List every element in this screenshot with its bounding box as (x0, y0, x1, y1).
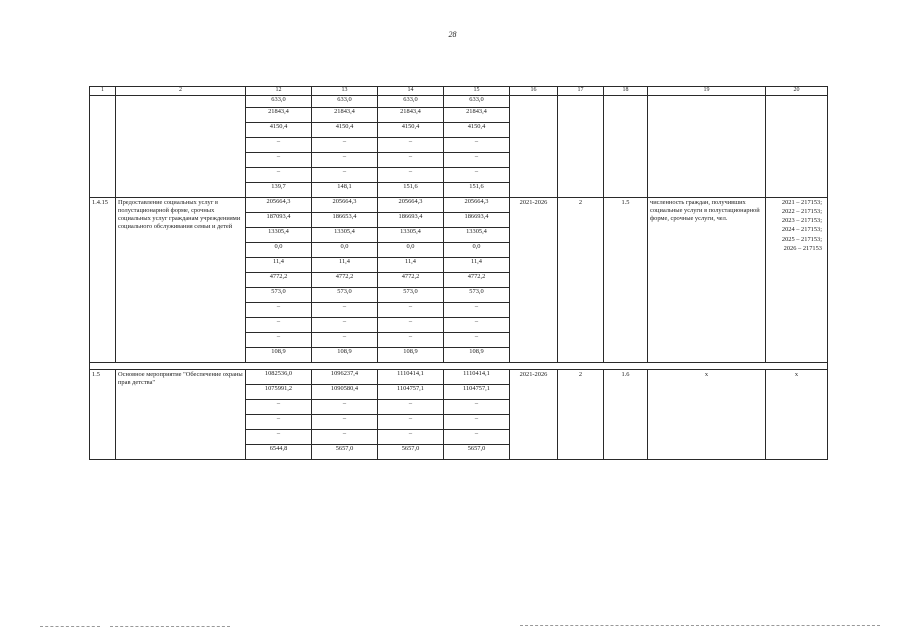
value-cell: – (246, 137, 312, 152)
value-cell: 11,4 (444, 257, 510, 272)
indicator-cell: численность граждан, получивших социальные услуги в полустационарной форме, срочные услуги, чел. (648, 197, 766, 362)
value-cell: 573,0 (378, 287, 444, 302)
value-cell: 573,0 (312, 287, 378, 302)
value-cell: – (444, 429, 510, 444)
value-cell: – (378, 332, 444, 347)
value-cell: 11,4 (246, 257, 312, 272)
empty-cell (648, 95, 766, 197)
table-row (90, 369, 828, 384)
value-cell: 205664,3 (444, 197, 510, 212)
scan-artifact-line (520, 625, 880, 626)
value-cell: – (444, 302, 510, 317)
period-cell: 2021-2026 (510, 369, 558, 459)
empty-cell (604, 95, 648, 197)
value-cell: 573,0 (444, 287, 510, 302)
value-cell: 1110414,1 (444, 369, 510, 384)
value-cell: 1090580,4 (312, 384, 378, 399)
value-cell: 13305,4 (444, 227, 510, 242)
name-cell: Предоставление социальных услуг в полустационарной форме, срочных социальных услуг гражданам учреждениями социального обслуживания семьи и детей (116, 197, 246, 362)
value-cell: – (378, 429, 444, 444)
column-header: 14 (378, 87, 444, 96)
column-header: 19 (648, 87, 766, 96)
value-cell: – (246, 429, 312, 444)
col17-cell: 2 (558, 369, 604, 459)
value-cell: 633,0 (312, 95, 378, 107)
column-header: 12 (246, 87, 312, 96)
value-cell: 11,4 (312, 257, 378, 272)
value-cell: – (444, 414, 510, 429)
value-cell: – (378, 152, 444, 167)
value-cell: 0,0 (312, 242, 378, 257)
value-cell: – (312, 414, 378, 429)
value-cell: – (312, 317, 378, 332)
col18-cell: 1.6 (604, 369, 648, 459)
value-cell: 5657,0 (378, 444, 444, 459)
column-header: 2 (116, 87, 246, 96)
period-cell: 2021-2026 (510, 197, 558, 362)
column-header: 17 (558, 87, 604, 96)
column-header: 13 (312, 87, 378, 96)
value-cell: – (312, 137, 378, 152)
value-cell: 573,0 (246, 287, 312, 302)
scan-artifact-line (40, 626, 100, 627)
value-cell: – (312, 429, 378, 444)
value-cell: – (444, 137, 510, 152)
column-header: 15 (444, 87, 510, 96)
value-cell: 5657,0 (444, 444, 510, 459)
value-cell: – (246, 167, 312, 182)
scan-artifact-line (110, 626, 230, 627)
value-cell: 13305,4 (378, 227, 444, 242)
value-cell: – (312, 167, 378, 182)
code-cell: 1.5 (90, 369, 116, 459)
value-cell: 633,0 (246, 95, 312, 107)
empty-cell (766, 95, 828, 197)
program-measures-table (89, 86, 828, 460)
value-cell: 0,0 (378, 242, 444, 257)
col17-cell: 2 (558, 197, 604, 362)
value-cell: – (444, 167, 510, 182)
value-cell: 21843,4 (378, 107, 444, 122)
value-cell: 1104757,1 (444, 384, 510, 399)
value-cell: 4150,4 (246, 122, 312, 137)
value-cell: 633,0 (378, 95, 444, 107)
value-cell: 1075991,2 (246, 384, 312, 399)
value-cell: 186693,4 (444, 212, 510, 227)
value-cell: 186653,4 (312, 212, 378, 227)
value-cell: 21843,4 (444, 107, 510, 122)
value-cell: 139,7 (246, 182, 312, 197)
value-cell: – (246, 332, 312, 347)
yearly-values-cell: х (766, 369, 828, 459)
value-cell: – (246, 302, 312, 317)
value-cell: – (312, 152, 378, 167)
value-cell: – (312, 302, 378, 317)
value-cell: – (444, 152, 510, 167)
value-cell: – (246, 414, 312, 429)
value-cell: – (378, 137, 444, 152)
value-cell: 205664,3 (246, 197, 312, 212)
value-cell: 1110414,1 (378, 369, 444, 384)
value-cell: – (246, 399, 312, 414)
table-row (90, 95, 828, 107)
indicator-cell: х (648, 369, 766, 459)
column-header: 20 (766, 87, 828, 96)
value-cell: – (246, 317, 312, 332)
value-cell: 4150,4 (444, 122, 510, 137)
table-row (90, 197, 828, 212)
value-cell: 13305,4 (312, 227, 378, 242)
name-cell (116, 95, 246, 197)
value-cell: 205664,3 (378, 197, 444, 212)
value-cell: 186693,4 (378, 212, 444, 227)
value-cell: – (378, 167, 444, 182)
value-cell: 4772,2 (312, 272, 378, 287)
value-cell: 151,6 (378, 182, 444, 197)
value-cell: 148,1 (312, 182, 378, 197)
value-cell: 11,4 (378, 257, 444, 272)
value-cell: 151,6 (444, 182, 510, 197)
column-header: 16 (510, 87, 558, 96)
value-cell: – (444, 332, 510, 347)
value-cell: 21843,4 (312, 107, 378, 122)
value-cell: 4772,2 (378, 272, 444, 287)
value-cell: 205664,3 (312, 197, 378, 212)
value-cell: – (312, 332, 378, 347)
value-cell: 633,0 (444, 95, 510, 107)
value-cell: 108,9 (378, 347, 444, 362)
value-cell: – (444, 317, 510, 332)
col18-cell: 1.5 (604, 197, 648, 362)
value-cell: 21843,4 (246, 107, 312, 122)
value-cell: 0,0 (444, 242, 510, 257)
value-cell: 1104757,1 (378, 384, 444, 399)
value-cell: – (378, 399, 444, 414)
value-cell: – (378, 414, 444, 429)
value-cell: 5657,0 (312, 444, 378, 459)
value-cell: 4772,2 (246, 272, 312, 287)
value-cell: 6544,8 (246, 444, 312, 459)
value-cell: 108,9 (312, 347, 378, 362)
page-number: 28 (448, 30, 457, 39)
value-cell: 4150,4 (312, 122, 378, 137)
value-cell: 13305,4 (246, 227, 312, 242)
value-cell: – (378, 302, 444, 317)
code-cell (90, 95, 116, 197)
value-cell: – (312, 399, 378, 414)
value-cell: – (378, 317, 444, 332)
value-cell: 1096237,4 (312, 369, 378, 384)
value-cell: 108,9 (444, 347, 510, 362)
value-cell: 1082536,0 (246, 369, 312, 384)
value-cell: 108,9 (246, 347, 312, 362)
yearly-values: 2021 – 217153; 2022 – 217153; 2023 – 217153; 2024 – 217153; 2025 – 217153; 2026 – 217153 (781, 198, 822, 252)
spacer-cell (90, 362, 828, 369)
value-cell: 4150,4 (378, 122, 444, 137)
value-cell: 4772,2 (444, 272, 510, 287)
code-cell: 1.4.15 (90, 197, 116, 362)
value-cell: 187093,4 (246, 212, 312, 227)
value-cell: – (444, 399, 510, 414)
value-cell: 0,0 (246, 242, 312, 257)
column-header: 1 (90, 87, 116, 96)
yearly-values-cell (766, 197, 828, 362)
empty-cell (558, 95, 604, 197)
spacer-row (90, 362, 828, 369)
name-cell: Основное мероприятие "Обеспечение охраны прав детства" (116, 369, 246, 459)
value-cell: – (246, 152, 312, 167)
column-header: 18 (604, 87, 648, 96)
header-row (90, 87, 828, 96)
empty-cell (510, 95, 558, 197)
